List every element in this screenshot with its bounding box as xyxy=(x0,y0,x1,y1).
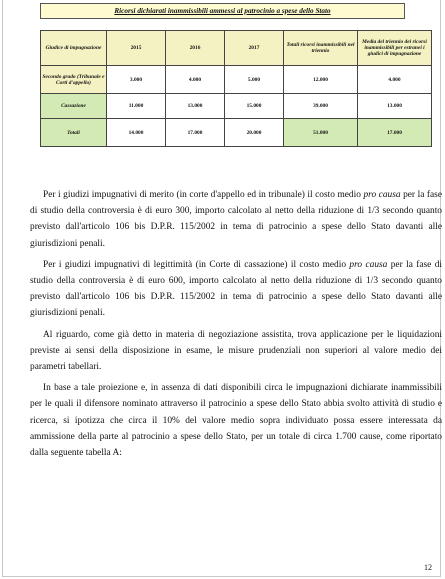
table-header-row xyxy=(41,31,432,66)
page-number: 12 xyxy=(424,563,432,572)
row-label: Totali xyxy=(41,119,107,147)
header-2015: 2015 xyxy=(107,31,166,66)
table-cell: 20.000 xyxy=(225,119,284,147)
table-cell: 51.000 xyxy=(284,119,358,147)
table-cell: 5.000 xyxy=(225,66,284,94)
row-label: Secondo grado (Tribunale e Corti d'appello) xyxy=(41,66,107,94)
paragraph-text: Per i giudizi impugnativi di legittimità (in Corte di cassazione) il costo medio xyxy=(43,259,350,270)
header-2016: 2016 xyxy=(166,31,225,66)
body-text xyxy=(30,187,442,466)
table-cell: 3.000 xyxy=(107,66,166,94)
table-cell: 11.000 xyxy=(107,94,166,119)
table-row xyxy=(41,94,432,119)
table-title: Ricorsi dichiarati inammissibili ammessi al patrocinio a spese dello Stato xyxy=(40,3,405,19)
paragraph: Al riguardo, come già detto in materia di negoziazione assistita, trova applicazione per le liquidazioni previste ai sensi della disposizione in esame, le misure prudenziali non superiori al valore medio dei parametri tabellari. xyxy=(30,329,442,373)
table-cell: 17.000 xyxy=(358,119,432,147)
paragraph xyxy=(30,257,442,322)
table-row xyxy=(41,66,432,94)
header-totali: Totali ricorsi inammissibili nel triennio xyxy=(284,31,358,66)
table-cell: 4.000 xyxy=(358,66,432,94)
paragraph-text: per la fase di studio della controversia è di euro 600, importo calcolato al netto della riduzione di 1/3 secondo quanto previsto dall'articolo 106 bis D.P.R. 115/2002 in tema di patrocinio a spese dello Stato davanti alle giurisdizioni penali. xyxy=(30,259,443,319)
table-cell: 4.000 xyxy=(166,66,225,94)
paragraph-emphasis: pro causa xyxy=(349,259,388,270)
paragraph-emphasis: pro causa xyxy=(363,190,401,200)
header-giudice: Giudice di impugnazione xyxy=(41,31,107,66)
row-label: Cassazione xyxy=(41,94,107,119)
data-table xyxy=(40,30,432,147)
table-cell: 14.000 xyxy=(107,119,166,147)
table-cell: 13.000 xyxy=(358,94,432,119)
paragraph-text: Per i giudizi impugnativi di merito (in corte d'appello ed in tribunale) il costo medio xyxy=(43,190,364,200)
header-2017: 2017 xyxy=(225,31,284,66)
table-cell: 17.000 xyxy=(166,119,225,147)
table-cell: 15.000 xyxy=(225,94,284,119)
table-cell: 39.000 xyxy=(284,94,358,119)
table-cell: 13.000 xyxy=(166,94,225,119)
paragraph xyxy=(30,187,442,252)
table-cell: 12.000 xyxy=(284,66,358,94)
header-media: Media del triennio dei ricorsi inammissibili per estranei i giudici di impugnazione xyxy=(358,31,432,66)
paragraph: In base a tale proiezione e, in assenza di dati disponibili circa le impugnazioni dichiarate inammissibili per le quali il difensore nominato attraverso il patrocinio a spese dello Stato abbia svolto attività di studio e ricerca, si ipotizza che circa il 10% del valore medio sopra individuato possa essere interessata da ammissione della parte al patrocinio a spese dello Stato, per un totale di circa 1.700 cause, come riportato dalla seguente tabella A: xyxy=(30,383,442,459)
paragraph-text: per la fase di studio della controversia è di euro 300, importo calcolato al netto della riduzione di 1/3 secondo quanto previsto dall'articolo 106 bis D.P.R. 115/2002 in tema di patrocinio a spese dello Stato davanti alle giurisdizioni penali. xyxy=(30,190,442,249)
table-row-totals xyxy=(41,119,432,147)
